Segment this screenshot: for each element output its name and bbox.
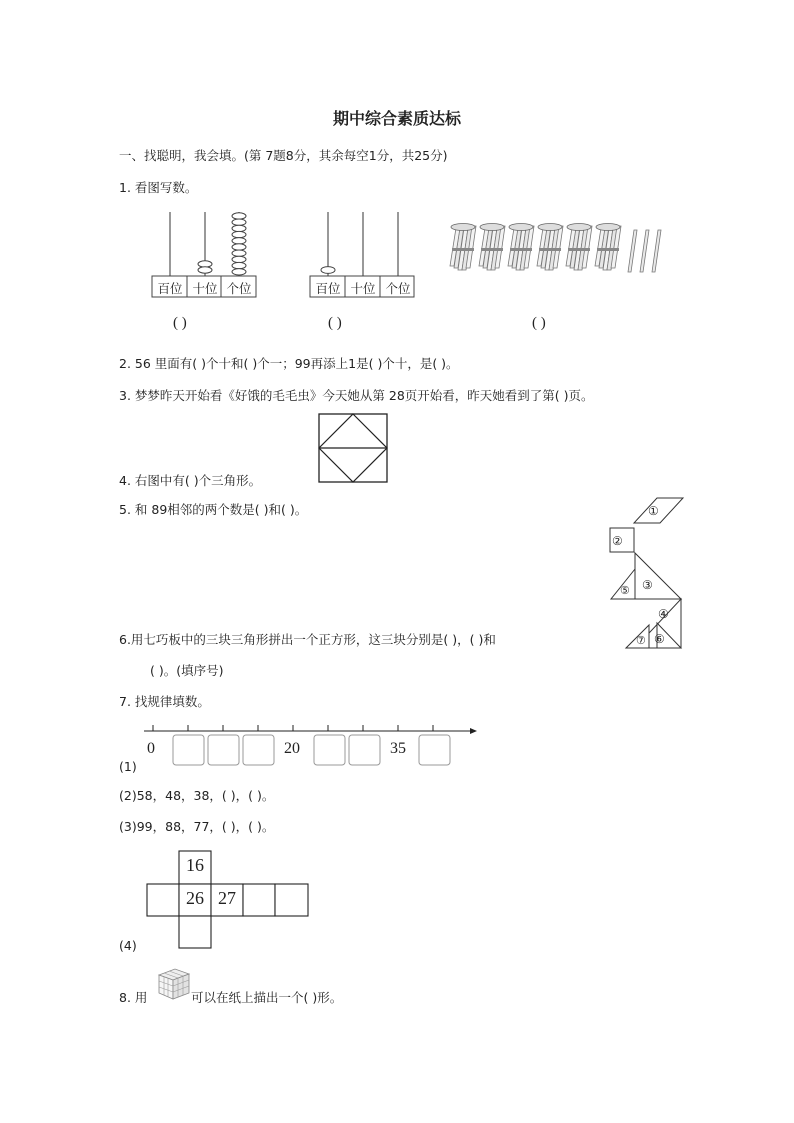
tangram-label-6: ⑥ xyxy=(654,632,665,646)
tangram-label-4: ④ xyxy=(658,607,669,621)
tangram-label-5: ⑤ xyxy=(620,585,630,597)
tangram-label-2: ② xyxy=(612,534,623,548)
q7-part2: (2)58，48，38，( )，( )。 xyxy=(119,788,275,803)
q5-text: 5. 和 89相邻的两个数是( )和( )。 xyxy=(119,502,308,517)
q1-text: 1. 看图写数。 xyxy=(119,180,198,195)
abacus-2-label-tens: 十位 xyxy=(350,281,376,296)
abacus-1-label-hundreds: 百位 xyxy=(157,281,183,296)
q4-text: 4. 右图中有( )个三角形。 xyxy=(119,473,262,488)
q3-text: 3. 梦梦昨天开始看《好饿的毛毛虫》今天她从第 28页开始看，昨天她看到了第( )页。 xyxy=(119,388,594,403)
page-title: 期中综合素质达标 xyxy=(332,109,461,128)
numberline-label-35: 35 xyxy=(390,740,406,757)
q7-part4-label: (4) xyxy=(119,938,137,953)
tangram-label-3: ③ xyxy=(642,578,653,592)
abacus-1-label-ones: 个位 xyxy=(226,281,252,296)
q7-part3: (3)99，88，77，( )，( )。 xyxy=(119,819,275,834)
number-line xyxy=(140,724,480,769)
abacus-2-label-hundreds: 百位 xyxy=(315,281,341,296)
cube-icon xyxy=(156,966,192,1002)
tangram-label-1: ① xyxy=(648,504,659,518)
q1-answer-2[interactable]: ( ) xyxy=(328,315,342,331)
abacus-1-label-tens: 十位 xyxy=(192,281,218,296)
q8-prefix: 8. 用 xyxy=(119,990,148,1005)
numberline-label-0: 0 xyxy=(147,740,155,757)
q2-text: 2. 56 里面有( )个十和( )个一；99再添上1是( )个十，是( )。 xyxy=(119,356,459,371)
grid-cell-top: 16 xyxy=(186,855,204,875)
q7-part1-label: (1) xyxy=(119,759,137,774)
stick-bundles-image xyxy=(448,222,678,278)
q6-text-line2: ( )。(填序号) xyxy=(150,663,224,678)
q1-answer-3[interactable]: ( ) xyxy=(532,315,546,331)
grid-cell-27: 27 xyxy=(218,888,236,908)
tangram-figure xyxy=(608,497,688,652)
triangle-square-figure xyxy=(318,413,388,483)
tangram-label-7: ⑦ xyxy=(636,635,646,647)
q7-text: 7. 找规律填数。 xyxy=(119,694,210,709)
q8-text: 可以在纸上描出一个( )形。 xyxy=(191,990,343,1005)
q1-answer-1[interactable]: ( ) xyxy=(173,315,187,331)
q6-text-line1: 6.用七巧板中的三块三角形拼出一个正方形，这三块分别是( )，( )和 xyxy=(119,632,496,647)
abacus-2-label-ones: 个位 xyxy=(385,281,411,296)
section-heading: 一、找聪明，我会填。(第 7题8分，其余每空1分，共25分) xyxy=(119,148,448,163)
numberline-label-20: 20 xyxy=(284,740,300,757)
grid-cell-26: 26 xyxy=(186,888,204,908)
